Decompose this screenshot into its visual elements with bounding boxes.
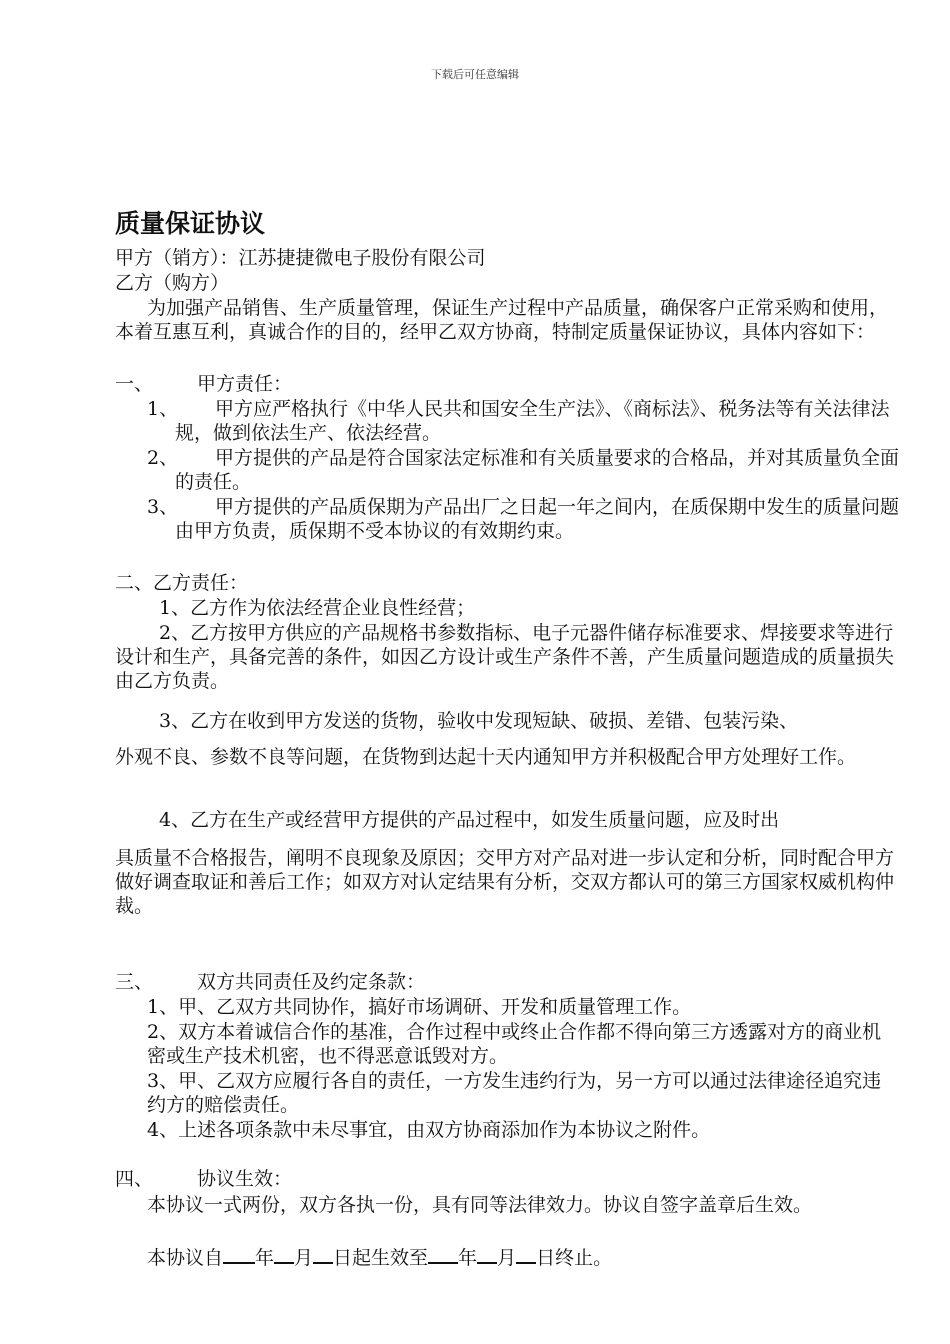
section1-item-number: 3、 xyxy=(147,496,179,518)
term-text: 日起生效至 xyxy=(333,1247,429,1269)
section4-text: 本协议一式两份，双方各执一份，具有同等法律效力。协议自签字盖章后生效。 xyxy=(147,1194,813,1216)
section1-title: 甲方责任： xyxy=(197,373,293,395)
term-text: 月 xyxy=(497,1247,517,1269)
section4-title: 协议生效： xyxy=(197,1168,293,1190)
section3-heading xyxy=(115,970,425,994)
section2-item-2: 2、乙方按甲方供应的产品规格书参数指标、电子元器件储存标准要求、焊接要求等进行设计和生产，具备完善的条件，如因乙方设计或生产条件不善，产生质量问题造成的质量损失由乙方负责。 xyxy=(115,622,895,692)
section1-item-text: 甲方提供的产品是符合国家法定标准和有关质量要求的合格品，并对其质量负全面的责任。 xyxy=(175,447,900,493)
section2-item-3-rest: 外观不良、参数不良等问题，在货物到达起十天内通知甲方并积极配合甲方处理好工作。 xyxy=(115,746,857,768)
term-text: 年 xyxy=(458,1247,478,1269)
party-b-line: 乙方（购方） xyxy=(115,272,230,294)
section1-item-1 xyxy=(147,397,899,445)
section3-number: 三、 xyxy=(115,971,154,993)
term-text: 日终止。 xyxy=(536,1247,613,1269)
term-text: 月 xyxy=(294,1247,314,1269)
section2-item-1: 1、乙方作为依法经营企业良性经营； xyxy=(159,597,476,619)
intro-paragraph: 为加强产品销售、生产质量管理，保证生产过程中产品质量，确保客户正常采购和使用，本着互惠互利，真诚合作的目的，经甲乙双方协商，特制定质量保证协议，具体内容如下： xyxy=(115,297,889,343)
year-blank xyxy=(223,1244,255,1264)
day-blank xyxy=(516,1244,536,1264)
section1-item-2 xyxy=(147,446,899,494)
section1-item-3 xyxy=(147,495,899,543)
section1-item-text: 甲方提供的产品质保期为产品出厂之日起一年之间内，在质保期中发生的质量问题由甲方负责，质保期不受本协议的有效期约束。 xyxy=(175,496,900,542)
day-blank xyxy=(313,1244,333,1264)
term-text: 本协议自 xyxy=(147,1247,224,1269)
section4-heading xyxy=(115,1167,292,1191)
section3-item-2: 2、双方本着诚信合作的基准，合作过程中或终止合作都不得向第三方透露对方的商业机密或生产技术机密，也不得恶意诋毁对方。 xyxy=(147,1021,882,1067)
section2-item-3-first-line: 3、乙方在收到甲方发送的货物，验收中发现短缺、破损、差错、包装污染、 xyxy=(159,710,799,732)
section3-item-1: 1、甲、乙双方共同协作，搞好市场调研、开发和质量管理工作。 xyxy=(147,996,692,1018)
section1-heading xyxy=(115,372,292,396)
section3-title: 双方共同责任及约定条款： xyxy=(197,971,426,993)
page-header: 下载后可任意编辑 xyxy=(431,68,519,81)
section1-item-number: 1、 xyxy=(147,398,179,420)
section2-item-4-rest: 具质量不合格报告，阐明不良现象及原因；交甲方对产品对进一步认定和分析，同时配合甲方做好调查取证和善后工作；如双方对认定结果有分析，交双方都认可的第三方国家权威机构仲裁。 xyxy=(115,847,895,917)
section2-heading: 二、乙方责任： xyxy=(115,572,249,594)
section4-number: 四、 xyxy=(115,1168,154,1190)
section1-item-text: 甲方应严格执行《中华人民共和国安全生产法》、《商标法》、税务法等有关法律法规，做到依法生产、依法经营。 xyxy=(175,398,890,444)
month-blank xyxy=(274,1244,294,1264)
section1-item-number: 2、 xyxy=(147,447,179,469)
section3-item-4: 4、上述各项条款中未尽事宜，由双方协商添加作为本协议之附件。 xyxy=(147,1119,711,1141)
year-blank xyxy=(428,1244,458,1264)
section1-number: 一、 xyxy=(115,373,154,395)
term-text: 年 xyxy=(255,1247,275,1269)
term-line xyxy=(147,1244,612,1270)
party-a-line: 甲方（销方）：江苏捷捷微电子股份有限公司 xyxy=(115,247,486,269)
section3-item-3: 3、甲、乙双方应履行各自的责任，一方发生违约行为，另一方可以通过法律途径追究违约方的赔偿责任。 xyxy=(147,1070,882,1116)
month-blank xyxy=(477,1244,497,1264)
section2-item-4-first-line: 4、乙方在生产或经营甲方提供的产品过程中，如发生质量问题，应及时出 xyxy=(159,809,780,831)
document-title: 质量保证协议 xyxy=(115,209,266,238)
